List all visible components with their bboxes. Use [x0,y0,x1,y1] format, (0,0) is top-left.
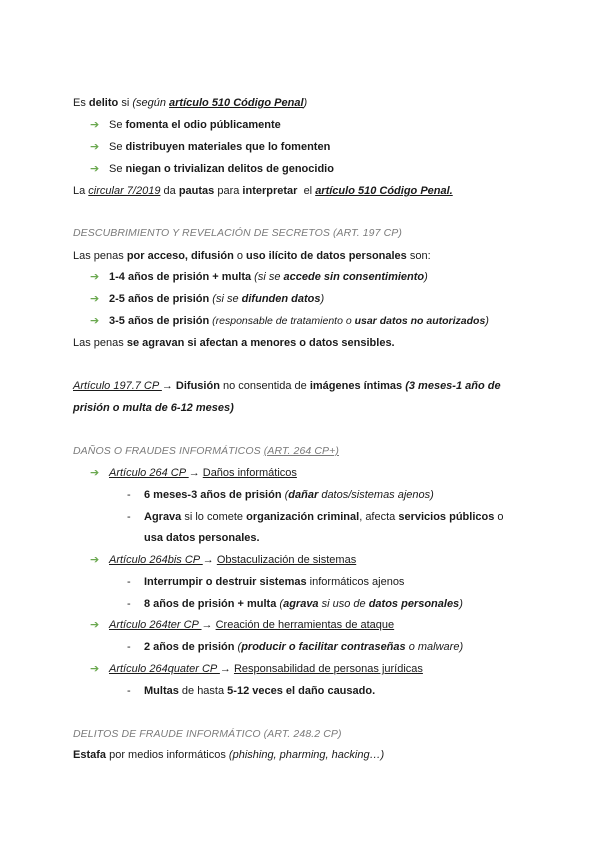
text-bold: usa datos personales. [144,532,260,544]
reference-art264bis: Artículo 264bis CP [109,554,203,566]
text-italic: (si se [251,271,284,283]
article-title: Obstaculización de sistemas [216,554,357,566]
penalty-item [90,314,489,328]
text-italic: ( [234,641,242,653]
reference-art1977: Artículo 197.7 CP [73,380,162,392]
text-italic: ) [459,598,463,610]
text: Las penas [73,337,127,349]
text-italic: si uso de [318,598,369,610]
section-heading-secrets: DESCUBRIMIENTO Y REVELACIÓN DE SECRETOS (ART. 197 CP) [73,227,402,239]
text-bold-italic: prisión o multa de 6-12 meses) [73,402,234,414]
arrow-icon: → [161,380,176,392]
penalty-item [90,292,325,306]
text-bold: delito [88,97,119,109]
article-title: Responsabilidad de personas jurídicas [233,663,423,675]
text-bold-italic: producir o facilitar contraseñas [241,641,406,653]
text-bold: servicios públicos [398,511,495,523]
text-bold: organización criminal [246,511,360,523]
reference-circular: circular 7/2019 [88,185,161,197]
arrow-bullet-icon: ➔ [90,141,100,153]
article-264ter [90,618,395,632]
article-264bis [90,553,357,567]
text-italic: datos/sistemas ajenos) [318,489,434,501]
text-bold: Agrava [144,511,182,523]
text-italic: ) [424,271,428,283]
dash-bullet: - [127,489,131,501]
text-bold-italic: agrava [283,598,319,610]
text-italic: ( [281,489,289,501]
arrow-bullet-icon: ➔ [90,271,100,283]
text-italic: (según [132,97,170,109]
text-italic: (si se [209,293,242,305]
text-italic: ( [276,598,284,610]
arrow-bullet-icon: ➔ [90,554,100,566]
text-bold: 2 años de prisión [144,641,235,653]
arrow-bullet-icon: ➔ [90,315,100,327]
text-bold: Multas [144,685,179,697]
bullet-item [90,162,334,176]
dash-bullet: - [127,641,131,653]
circular-line [73,184,453,198]
section-heading-damages [73,444,339,458]
reference-art510: artículo 510 Código Penal. [315,185,453,197]
text-bold: se agravan si afectan a menores o datos sensibles. [126,337,395,349]
text-italic: ) [485,315,489,327]
text-bold: 5-12 veces el daño causado. [227,685,376,697]
text: son: [406,250,431,262]
sub-item [127,488,434,502]
heading-text: DAÑOS O FRAUDES INFORMÁTICOS [73,445,264,457]
sub-item [127,640,464,654]
text-italic: (responsable de tratamiento o [209,315,355,327]
text-bold: Interrumpir o destruir sistemas [144,576,307,588]
text-bold: distribuyen materiales que lo fomenten [125,141,331,153]
arrow-bullet-icon: ➔ [90,163,100,175]
text-italic: ) [303,97,308,109]
text-bold: 8 años de prisión + multa [144,598,277,610]
text: por medios informáticos [106,749,229,761]
text-bold: 1-4 años de prisión + multa [109,271,252,283]
arrow-bullet-icon: ➔ [90,663,100,675]
penalties-intro [73,249,431,263]
text-bold: 2-5 años de prisión [109,293,210,305]
fraud-line [73,748,384,762]
article-264 [90,466,297,480]
text: si lo comete [181,511,247,523]
dash-bullet: - [127,685,131,697]
text-bold-italic: accede sin consentimiento [283,271,425,283]
art1977-cont [73,401,234,415]
text: informáticos ajenos [306,576,405,588]
text-italic: ) [320,293,325,305]
text-bold: uso ilícito de datos personales [246,250,407,262]
sub-item [127,510,504,524]
text-bold: fomenta el odio públicamente [125,119,281,131]
text-bold-italic: (3 meses-1 año de [402,380,501,392]
text-bold: por acceso, difusión [126,250,234,262]
text-bold-italic: usar datos no autorizados [354,315,486,327]
text-bold: niegan o trivializan delitos de genocidio [125,163,334,175]
text: no consentida de [219,380,310,392]
text: o [233,250,247,262]
dash-bullet: - [127,511,131,523]
text-bold: imágenes íntimas [309,380,403,392]
bullet-item [90,140,331,154]
arrow-icon: → [188,467,203,479]
article-title: Creación de herramientas de ataque [215,619,395,631]
bullet-item [90,118,281,132]
art1977-line [73,379,501,393]
text: Se [109,141,126,153]
reference-art264ter: Artículo 264ter CP [109,619,202,631]
text: para [214,185,243,197]
text-bold: 6 meses-3 años de prisión [144,489,282,501]
reference-art510: artículo 510 Código Penal [169,97,304,109]
text-bold: Difusión [175,380,220,392]
dash-bullet: - [127,598,131,610]
reference-art264: Artículo 264 CP [109,467,189,479]
text: o [494,511,504,523]
sub-item [127,684,376,698]
text-bold-italic: dañar [288,489,319,501]
sub-item [127,597,463,611]
text: el [297,185,316,197]
text: Se [109,163,126,175]
arrow-bullet-icon: ➔ [90,467,100,479]
reference-art264quater: Artículo 264quater CP [109,663,220,675]
intro-line [73,96,307,110]
dash-bullet: - [127,576,131,588]
sub-item [127,575,405,589]
heading-ref: (ART. 264 CP+) [263,445,339,457]
article-264quater [90,662,423,676]
penalty-item [90,270,428,284]
text-bold: Estafa [73,749,107,761]
text: , afecta [359,511,399,523]
text-bold: interpretar [242,185,298,197]
text: Las penas [73,250,127,262]
text: si [121,97,130,109]
text: La [73,185,89,197]
text-italic: o malware) [405,641,464,653]
arrow-bullet-icon: ➔ [90,293,100,305]
article-title: Daños informáticos [202,467,297,479]
text-bold: pautas [178,185,215,197]
text-bold-italic: difunden datos [241,293,321,305]
sub-item-cont [144,531,260,545]
section-heading-fraud: DELITOS DE FRAUDE INFORMÁTICO (ART. 248.2 CP) [73,728,342,740]
text: de hasta [178,685,228,697]
arrow-bullet-icon: ➔ [90,119,100,131]
text-italic: (phishing, pharming, hacking…) [228,749,385,761]
text: Se [109,119,126,131]
text: da [160,185,179,197]
aggravate-line [73,336,395,350]
text-bold: 3-5 años de prisión [109,315,210,327]
text-bold-italic: datos personales [368,598,460,610]
arrow-icon: → [219,663,234,675]
arrow-icon: → [202,554,217,566]
text: Es [73,97,86,109]
arrow-icon: → [201,619,216,631]
arrow-bullet-icon: ➔ [90,619,100,631]
